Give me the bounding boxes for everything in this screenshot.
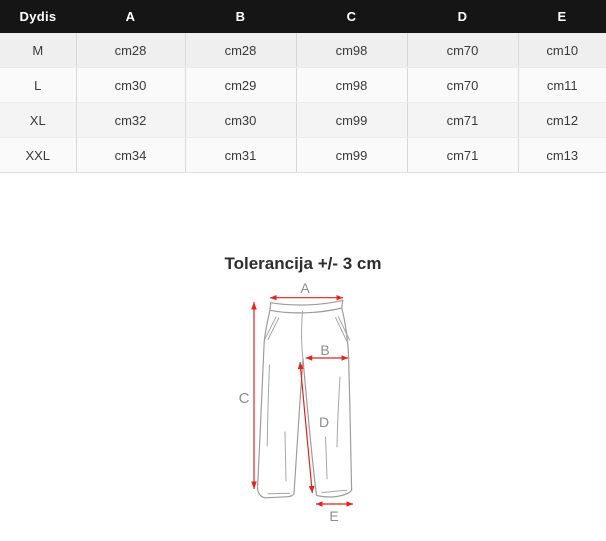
measure-arrow-d xyxy=(298,362,315,493)
measurement-cell: cm28 xyxy=(76,33,185,68)
measurement-cell: cm71 xyxy=(407,103,518,138)
measurement-cell: cm70 xyxy=(407,33,518,68)
measurement-cell: cm98 xyxy=(296,68,407,103)
measurement-cell: cm98 xyxy=(296,33,407,68)
header-cell-d: D xyxy=(407,0,518,33)
measurement-cell: cm99 xyxy=(296,103,407,138)
measurement-cell: cm10 xyxy=(518,33,606,68)
size-cell: XXL xyxy=(0,138,76,173)
measurement-cell: cm71 xyxy=(407,138,518,173)
measurement-cell: cm70 xyxy=(407,68,518,103)
measurement-cell: cm13 xyxy=(518,138,606,173)
measurement-cell: cm31 xyxy=(185,138,296,173)
measurement-cell: cm11 xyxy=(518,68,606,103)
measurement-cell: cm29 xyxy=(185,68,296,103)
measure-arrow-c xyxy=(251,302,257,489)
table-row-xxl xyxy=(0,138,606,173)
header-cell-c: C xyxy=(296,0,407,33)
measurement-cell: cm28 xyxy=(185,33,296,68)
size-cell: L xyxy=(0,68,76,103)
table-row-m xyxy=(0,33,606,68)
table-row-l xyxy=(0,68,606,103)
measure-label-c: C xyxy=(238,390,250,407)
measurement-cell: cm30 xyxy=(185,103,296,138)
measurement-cell: cm30 xyxy=(76,68,185,103)
measurement-cell: cm99 xyxy=(296,138,407,173)
measurement-cell: cm34 xyxy=(76,138,185,173)
measure-label-d: D xyxy=(318,414,330,430)
measure-label-b: B xyxy=(320,342,330,358)
measure-arrow-e xyxy=(316,501,353,506)
pants-measurement-diagram xyxy=(230,280,370,532)
header-cell-size: Dydis xyxy=(0,0,76,33)
size-table xyxy=(0,0,606,173)
header-cell-a: A xyxy=(76,0,185,33)
header-cell-e: E xyxy=(518,0,606,33)
fabric-creases xyxy=(267,365,340,481)
tolerance-title: Tolerancija +/- 3 cm xyxy=(224,254,382,273)
pants-outline xyxy=(258,300,352,498)
measurement-cell: cm32 xyxy=(76,103,185,138)
measure-label-a: A xyxy=(300,280,310,296)
measure-label-e: E xyxy=(329,508,339,524)
table-header-row xyxy=(0,0,606,33)
size-cell: M xyxy=(0,33,76,68)
header-cell-b: B xyxy=(185,0,296,33)
measurement-cell: cm12 xyxy=(518,103,606,138)
table-row-xl xyxy=(0,103,606,138)
size-cell: XL xyxy=(0,103,76,138)
